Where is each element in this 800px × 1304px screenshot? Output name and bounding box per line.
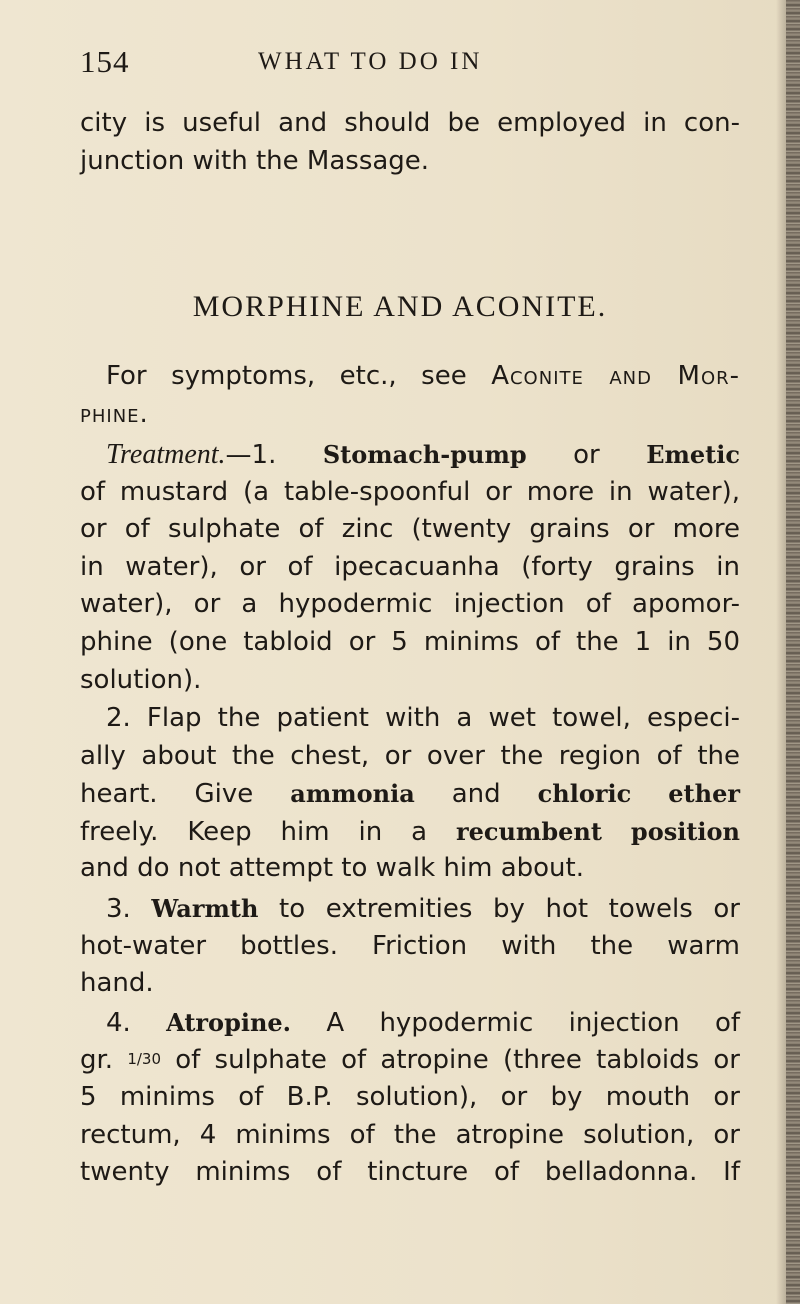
text-line xyxy=(80,890,740,928)
cross-reference: phine. xyxy=(80,398,149,429)
text-run: heart. Give xyxy=(80,779,254,810)
dose-fraction: 1/30 xyxy=(127,1049,161,1068)
text-run: gr. xyxy=(80,1044,114,1075)
text-run: freely. Keep him in a xyxy=(80,816,428,847)
page-edge-shadow xyxy=(776,0,786,1304)
text-line: phine (one tabloid or 5 minims of the 1 in 50 xyxy=(80,626,740,657)
text-line xyxy=(80,775,740,813)
intro-paragraph xyxy=(80,105,740,180)
bold-term: Emetic xyxy=(646,440,740,469)
treatment-label: Treatment. xyxy=(106,439,226,470)
text-run: to extremities by hot towels or xyxy=(279,894,740,924)
text-line xyxy=(80,813,740,851)
text-line xyxy=(80,396,740,434)
text-run: —1. xyxy=(225,440,277,470)
text-line: rectum, 4 minims of the atropine solution, or xyxy=(80,1119,740,1150)
text-line: or of sulphate of zinc (twenty grains or more xyxy=(80,514,740,545)
text-line: 2. Flap the patient with a wet towel, especi- xyxy=(106,703,740,733)
running-head: WHAT TO DO IN xyxy=(258,48,483,75)
treatment-paragraph xyxy=(80,436,740,699)
bold-term: Atropine. xyxy=(166,1008,292,1037)
text-line: and do not attempt to walk him about. xyxy=(80,853,584,884)
item-number: 4. xyxy=(106,1008,131,1038)
text-line: hot-water bottles. Friction with the warm xyxy=(80,930,740,961)
bold-term: recumbent position xyxy=(455,816,740,846)
text-line: city is useful and should be employed in con- xyxy=(80,108,740,138)
text-line xyxy=(80,1004,740,1042)
page-number: 154 xyxy=(80,44,130,79)
text-line: hand. xyxy=(80,968,154,999)
text-line: of mustard (a table-spoonful or more in water), xyxy=(80,476,740,507)
text-line: 5 minims of B.P. solution), or by mouth or xyxy=(80,1082,740,1113)
text-run: or xyxy=(573,440,600,470)
text-run: For symptoms, etc., see xyxy=(106,361,467,391)
item-2-paragraph xyxy=(80,700,740,888)
bold-term: Stomach-pump xyxy=(322,440,527,469)
text-run: A hypodermic injection of xyxy=(326,1008,741,1038)
text-line: water), or a hypodermic injection of apomor- xyxy=(80,589,740,620)
page-edge xyxy=(786,0,800,1304)
text-run: of sulphate of atropine (three tabloids or xyxy=(175,1044,740,1075)
text-line: ally about the chest, or over the region of the xyxy=(80,740,740,771)
symptoms-paragraph xyxy=(80,358,740,433)
bold-term: Warmth xyxy=(151,894,259,923)
text-line xyxy=(80,358,740,396)
item-number: 3. xyxy=(106,894,131,924)
cross-reference: Aconite and Mor- xyxy=(491,361,740,391)
item-3-paragraph xyxy=(80,890,740,1003)
section-heading: MORPHINE AND ACONITE. xyxy=(192,290,608,323)
bold-term: ammonia xyxy=(290,779,415,809)
text-line: in water), or of ipecacuanha (forty grains in xyxy=(80,551,740,582)
text-line xyxy=(80,1042,740,1080)
item-4-paragraph xyxy=(80,1004,740,1192)
page-header xyxy=(80,44,740,84)
text-line: solution). xyxy=(80,664,202,695)
text-line xyxy=(80,436,740,474)
bold-term: chloric ether xyxy=(537,779,740,809)
text-run: and xyxy=(451,779,501,810)
text-line: junction with the Massage. xyxy=(80,145,430,176)
text-line: twenty minims of tincture of belladonna. If xyxy=(80,1157,740,1188)
